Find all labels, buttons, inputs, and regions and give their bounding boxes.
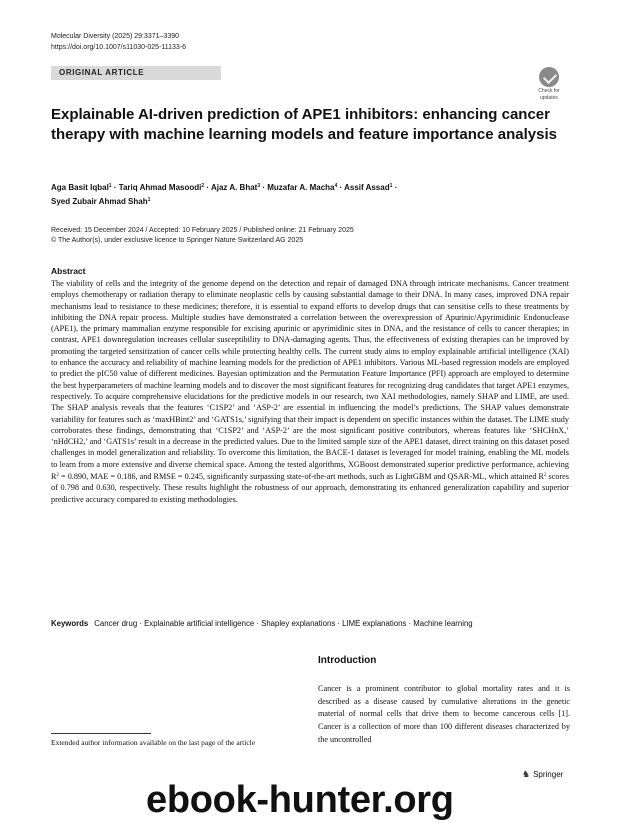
journal-citation: Molecular Diversity (2025) 29:3371–3390 bbox=[51, 33, 180, 40]
author-list bbox=[51, 180, 571, 208]
author-separator: · bbox=[260, 183, 268, 192]
r-squared-sup-2: 2 bbox=[543, 473, 547, 479]
author-affiliation: 3 bbox=[257, 183, 261, 189]
introduction-heading: Introduction bbox=[318, 655, 377, 666]
history-dates: Received: 15 December 2024 / Accepted: 10 February 2025 / Published online: 21 February 2025 bbox=[51, 227, 354, 234]
check-for-updates-label-2: updates bbox=[540, 95, 558, 101]
author-affiliation: 4 bbox=[334, 183, 338, 189]
copyright-line: © The Author(s), under exclusive licence to Springer Nature Switzerland AG 2025 bbox=[51, 237, 304, 244]
keywords-list: Cancer drug · Explainable artificial intelligence · Shapley explanations · LIME explanations · Machine learning bbox=[94, 619, 473, 628]
author-name[interactable]: Muzafar A. Macha bbox=[267, 183, 335, 192]
author-affiliation: 1 bbox=[147, 197, 151, 203]
publisher-name: Springer bbox=[533, 770, 564, 779]
abstract-heading: Abstract bbox=[51, 266, 86, 276]
publication-dates bbox=[51, 226, 571, 246]
author-separator: · bbox=[111, 183, 119, 192]
springer-horse-icon: ♞ bbox=[522, 769, 531, 779]
author-separator: · bbox=[204, 183, 211, 192]
keywords-label: Keywords bbox=[51, 619, 89, 628]
r-squared-sup-1: 2 bbox=[56, 473, 59, 479]
abstract-text-3: scores of 0.798 and 0.630, respectively. These results highlight the robustness of our approach, demonstrating its enhanced generalization capability and superior predictive accuracy compared to existing methodologies. bbox=[51, 472, 569, 504]
author-name[interactable]: Tariq Ahmad Masoodi bbox=[118, 183, 202, 192]
author-affiliation: 1 bbox=[108, 183, 112, 189]
keywords-section bbox=[51, 618, 581, 629]
publisher-logo bbox=[522, 769, 563, 780]
check-for-updates-badge[interactable] bbox=[533, 67, 565, 101]
article-type-label: ORIGINAL ARTICLE bbox=[51, 66, 221, 80]
author-separator: · bbox=[392, 183, 398, 192]
article-title: Explainable AI-driven prediction of APE1 inhibitors: enhancing cancer therapy with machine learning models and feature importance analysis bbox=[51, 106, 557, 143]
abstract-text-2: = 0.890, MAE = 0.186, and RMSE = 0.245, significantly surpassing state-of-the-art methods, such as LightGBM and QSAR-ML, which attained R bbox=[58, 472, 544, 482]
author-name[interactable]: Ajaz A. Bhat bbox=[210, 183, 258, 192]
check-for-updates-label-1: Check for bbox=[538, 88, 560, 94]
author-name[interactable]: Aga Basit Iqbal bbox=[51, 183, 109, 192]
author-affiliation: 1 bbox=[389, 183, 393, 189]
check-for-updates-icon bbox=[539, 67, 559, 87]
abstract-text-1: The viability of cells and the integrity of the genome depend on the detection and repair of damaged DNA through intricate mechanisms. Cancer treatment employs chemotherapy or radiation therapy to eliminate neoplastic cells by causing substantial damage to their DNA. In many cases, improved DNA repair mechanisms lead to resistance to these medicines; therefore, it is essential to expand efforts to develop drugs that can sensitise cells to these treatments by inhibiting the DNA repair process. Multiple studies have demonstrated a correlation between the overexpression of Apurinic/Apyrimidinic Endonuclease (APE1), the primary mammalian enzyme responsible for excising apurinic or apyrimidinic sites in DNA, and the resistance of cells to cancer therapies; in contrast, APE1 downregulation increases cellular susceptibility to DNA-damaging agents. Thus, the effectiveness of existing therapies can be improved by promoting the targeted sensitization of cancer cells while protecting healthy cells. The current study aims to employ explainable artificial intelligence (XAI) to enhance the accuracy and reliability of machine learning models for the prediction of APE1 inhibitors. Various ML-based regression models are employed to predict the pIC50 value of different medicines. Bayesian optimization and the Permutation Feature Importance (PFI) approach are employed to determine the best hyperparameters of machine learning models and to discover the most significant features for recognizing drug candidates that target APE1 enzymes, respectively. To acquire comprehensive elucidations for the predictive models in our research, two XAI methodologies, namely SHAP and LIME, are used. The SHAP analysis reveals that the features ‘C1SP2’ and ‘ASP-2’ are essential in influencing the model’s predictions. The SHAP values demonstrate variability for features such as ‘maxHBint2’ and ‘GATS1s,’ signifying that their impact is dependent on specific instances within the dataset. The LIME study corroborates these findings, demonstrating that ‘C1SP2’ and ‘ASP-2’ are the most significant positive contributors, whereas features like ‘SHCHnX,’ ‘nHdCH2,’ and ‘GATS1s’ result in a decrease in the predicted values. Due to the limited sample size of the APE1 dataset, direct training on this dataset posed challenges in model generalization and reliability. To overcome this limitation, the BACE-1 dataset is leveraged for model training, enabling the ML models to learn from a more extensive and diverse chemical space. Among the tested algorithms, XGBoost demonstrated superior predictive performance, achieving R bbox=[51, 279, 569, 482]
author-name[interactable]: Assif Assad bbox=[344, 183, 390, 192]
abstract-body bbox=[51, 278, 569, 505]
watermark: ebook-hunter.org bbox=[146, 779, 454, 821]
author-separator: · bbox=[337, 183, 345, 192]
author-name[interactable]: Syed Zubair Ahmad Shah bbox=[51, 197, 148, 206]
doi-link[interactable]: https://doi.org/10.1007/s11030-025-11133-6 bbox=[51, 44, 187, 51]
introduction-body: Cancer is a prominent contributor to global mortality rates and it is described as a disease caused by cumulative alterations in the genetic material of normal cells that drive them to become cancerous cells [1]. Cancer is a collection of more than 100 different diseases characterized by the uncontrolled bbox=[318, 684, 570, 744]
footnote-divider bbox=[51, 733, 151, 734]
author-affiliation: 2 bbox=[201, 183, 205, 189]
author-info-footnote: Extended author information available on the last page of the article bbox=[51, 738, 256, 747]
